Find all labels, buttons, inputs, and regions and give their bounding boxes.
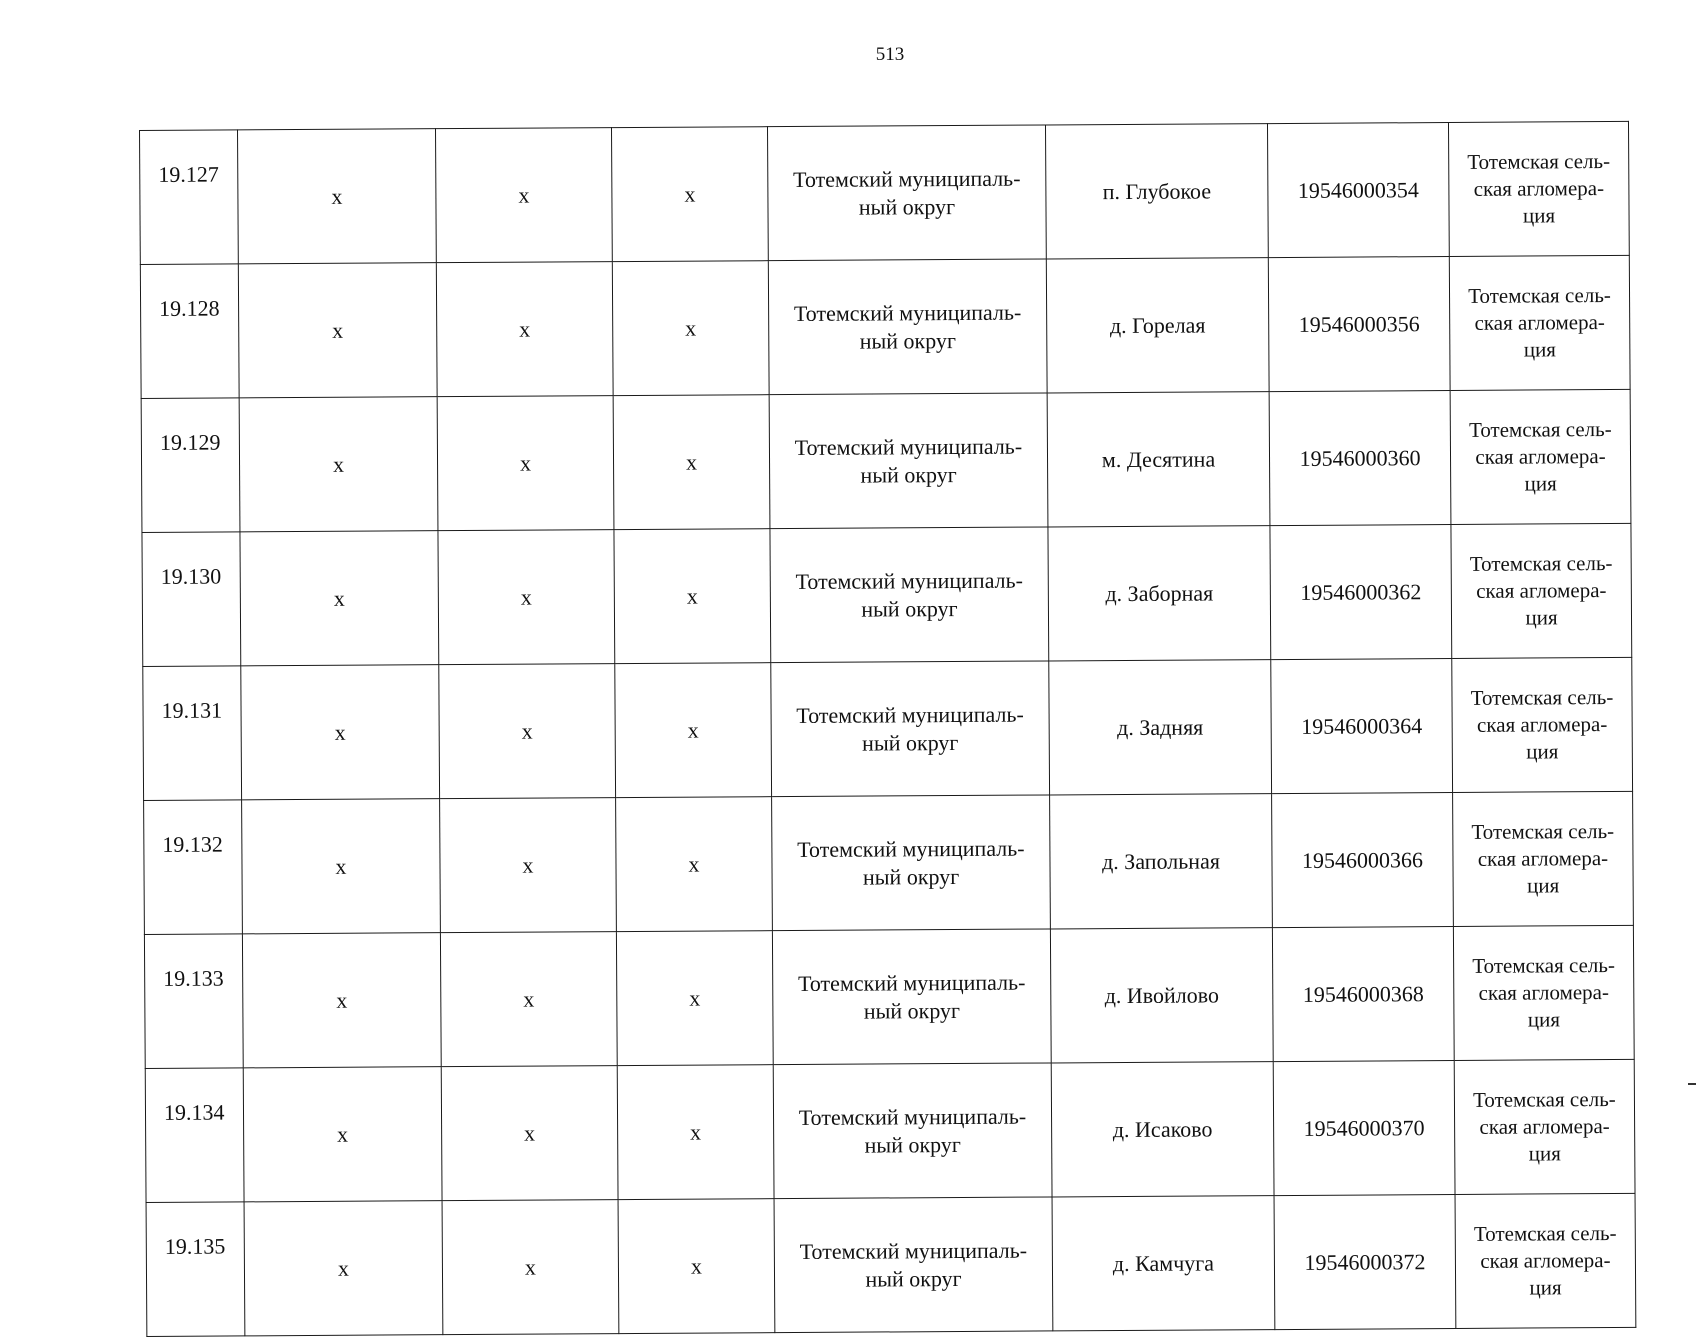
district-cell xyxy=(771,661,1050,797)
district-cell-text: ный округ xyxy=(859,327,956,354)
agglomeration-cell xyxy=(1452,657,1633,792)
oktmo-code-cell-text: 19546000366 xyxy=(1301,846,1424,873)
table-row xyxy=(142,523,1632,666)
x-mark-cell xyxy=(440,932,617,1067)
oktmo-code-cell xyxy=(1268,256,1450,391)
oktmo-code-cell-text: 19546000370 xyxy=(1303,1114,1425,1141)
table-row xyxy=(144,925,1634,1068)
agglomeration-cell-text: Тотемская сель- xyxy=(1473,1086,1616,1112)
x-mark-cell-text: x xyxy=(519,450,532,476)
oktmo-code-cell xyxy=(1267,123,1449,258)
x-mark-cell-text: x xyxy=(337,1255,350,1281)
row-number-cell-text: 19.134 xyxy=(163,1099,225,1125)
x-mark-cell-text: x xyxy=(685,449,698,475)
district-cell-text: ный округ xyxy=(858,193,956,220)
agglomeration-cell-text: Тотемская сель- xyxy=(1470,685,1614,710)
x-mark-cell-text: x xyxy=(518,182,530,208)
locality-cell-text: п. Глубокое xyxy=(1102,177,1212,204)
district-cell-text: ный округ xyxy=(860,461,957,488)
agglomeration-cell-text: ция xyxy=(1527,1007,1561,1032)
district-cell xyxy=(770,527,1049,663)
locality-cell-text: д. Исаково xyxy=(1112,1115,1213,1142)
agglomeration-cell-text: ская агломера- xyxy=(1478,980,1610,1005)
district-cell-text: Тотемский муниципаль- xyxy=(794,433,1023,460)
x-mark-cell-text: x xyxy=(689,985,701,1011)
row-number-cell xyxy=(145,1068,244,1203)
x-mark-cell xyxy=(437,396,614,531)
oktmo-code-cell-text: 19546000362 xyxy=(1300,578,1422,605)
x-mark-cell-text: x xyxy=(524,1254,537,1280)
district-cell-text: ный округ xyxy=(864,1131,961,1158)
table-row xyxy=(144,791,1634,934)
locality-cell xyxy=(1046,258,1269,393)
locality-cell xyxy=(1045,124,1268,259)
locality-cell-text: д. Ивойлово xyxy=(1104,981,1220,1008)
agglomeration-cell-text: ция xyxy=(1522,203,1556,228)
row-number-cell xyxy=(143,666,242,801)
x-mark-cell xyxy=(238,129,437,264)
agglomeration-cell-text: ская агломера- xyxy=(1480,1248,1611,1273)
agglomeration-cell-text: ская агломера- xyxy=(1477,846,1609,871)
agglomeration-cell xyxy=(1450,389,1631,524)
agglomeration-cell-text: ская агломера- xyxy=(1473,176,1605,201)
locality-cell-text: д. Запольная xyxy=(1101,847,1220,874)
row-number-cell xyxy=(140,264,239,399)
row-number-cell xyxy=(144,800,243,935)
x-mark-cell xyxy=(611,127,768,262)
row-number-cell xyxy=(141,398,240,533)
row-number-cell-text: 19.130 xyxy=(160,563,222,589)
agglomeration-cell-text: Тотемская сель- xyxy=(1473,1220,1617,1246)
row-number-cell xyxy=(146,1202,245,1337)
oktmo-code-cell-text: 19546000368 xyxy=(1302,980,1424,1007)
row-number-cell-text: 19.131 xyxy=(161,697,223,723)
district-cell-text: Тотемский муниципаль- xyxy=(793,299,1022,326)
locality-cell-text: д. Заборная xyxy=(1105,579,1214,606)
table-row xyxy=(146,1193,1636,1336)
row-number-cell-text: 19.133 xyxy=(163,965,224,991)
x-mark-cell-text: x xyxy=(332,451,345,477)
agglomeration-cell xyxy=(1451,523,1632,658)
locality-cell-text: д. Камчуга xyxy=(1112,1249,1215,1276)
locality-cell xyxy=(1050,794,1273,929)
x-mark-cell-text: x xyxy=(523,986,535,1012)
x-mark-cell-text: x xyxy=(686,583,698,609)
row-number-cell-text: 19.135 xyxy=(164,1233,226,1259)
x-mark-cell xyxy=(442,1200,619,1335)
x-mark-cell xyxy=(616,931,773,1066)
x-mark-cell xyxy=(616,797,773,932)
x-mark-cell-text: x xyxy=(519,316,531,342)
district-cell xyxy=(767,125,1046,261)
oktmo-code-cell-text: 19546000372 xyxy=(1304,1248,1426,1275)
x-mark-cell xyxy=(440,798,617,933)
oktmo-code-cell xyxy=(1272,792,1454,927)
table-row xyxy=(140,121,1630,264)
x-mark-cell-text: x xyxy=(337,1121,349,1147)
district-cell-text: ный округ xyxy=(863,997,961,1024)
oktmo-code-cell-text: 19546000364 xyxy=(1301,712,1423,739)
table-row xyxy=(140,255,1630,398)
district-cell-text: Тотемский муниципаль- xyxy=(793,165,1021,192)
locality-cell xyxy=(1052,1196,1275,1331)
x-mark-cell-text: x xyxy=(336,987,348,1013)
agglomeration-cell-text: ция xyxy=(1526,873,1560,898)
table-row xyxy=(143,657,1633,800)
x-mark-cell-text: x xyxy=(332,317,344,343)
x-mark-cell xyxy=(242,933,441,1068)
oktmo-code-cell xyxy=(1272,926,1454,1061)
x-mark-cell-text: x xyxy=(684,181,696,207)
x-mark-cell xyxy=(615,663,772,798)
oktmo-code-cell-text: 19546000356 xyxy=(1298,310,1420,337)
district-cell xyxy=(772,929,1051,1065)
x-mark-cell-text: x xyxy=(333,585,345,611)
locality-cell xyxy=(1049,660,1272,795)
table-body xyxy=(140,121,1636,1336)
district-cell-text: Тотемский муниципаль- xyxy=(798,1103,1027,1130)
district-cell-text: Тотемский муниципаль- xyxy=(799,1237,1028,1264)
row-number-cell xyxy=(142,532,241,667)
agglomeration-cell xyxy=(1453,791,1634,926)
agglomeration-cell-text: ция xyxy=(1523,337,1557,362)
agglomeration-cell-text: Тотемская сель- xyxy=(1467,149,1611,174)
row-number-cell-text: 19.129 xyxy=(159,429,221,455)
agglomeration-cell-text: ская агломера- xyxy=(1476,712,1608,737)
x-mark-cell xyxy=(240,531,439,666)
x-mark-cell-text: x xyxy=(331,183,343,209)
agglomeration-cell-text: ская агломера- xyxy=(1474,310,1605,335)
oktmo-code-cell-text: 19546000360 xyxy=(1299,444,1421,471)
agglomeration-cell xyxy=(1449,255,1630,390)
agglomeration-cell-text: Тотемская сель- xyxy=(1469,551,1613,576)
agglomeration-cell-text: Тотемская сель- xyxy=(1468,417,1612,442)
district-cell-text: Тотемский муниципаль- xyxy=(797,969,1026,996)
table-row xyxy=(141,389,1631,532)
oktmo-code-cell xyxy=(1271,658,1453,793)
locality-cell xyxy=(1050,928,1273,1063)
district-cell xyxy=(772,795,1051,931)
district-cell-text: Тотемский муниципаль- xyxy=(796,701,1024,728)
x-mark-cell xyxy=(436,262,613,397)
x-mark-cell-text: x xyxy=(685,315,697,341)
x-mark-cell xyxy=(238,263,437,398)
locality-cell xyxy=(1048,526,1271,661)
x-mark-cell xyxy=(612,261,769,396)
agglomeration-cell-text: ская агломера- xyxy=(1476,578,1607,603)
agglomeration-cell-text: ция xyxy=(1524,471,1557,496)
oktmo-code-cell xyxy=(1273,1060,1455,1195)
district-cell xyxy=(769,393,1048,529)
agglomeration-cell-text: Тотемская сель- xyxy=(1472,952,1616,978)
locality-cell-text: д. Горелая xyxy=(1109,311,1206,338)
x-mark-cell xyxy=(239,397,438,532)
x-mark-cell xyxy=(618,1199,775,1334)
x-mark-cell xyxy=(439,664,616,799)
district-cell-text: ный округ xyxy=(865,1265,962,1292)
agglomeration-cell-text: ция xyxy=(1528,1141,1561,1166)
oktmo-code-cell xyxy=(1270,524,1452,659)
agglomeration-cell xyxy=(1448,121,1629,256)
row-number-cell xyxy=(144,934,243,1069)
oktmo-code-cell xyxy=(1269,390,1451,525)
x-mark-cell xyxy=(241,665,440,800)
x-mark-cell xyxy=(613,395,770,530)
row-number-cell-text: 19.127 xyxy=(158,161,219,187)
agglomeration-cell xyxy=(1454,1059,1635,1194)
row-number-cell-text: 19.132 xyxy=(162,831,223,857)
scan-edge-mark xyxy=(1688,1083,1696,1085)
district-cell-text: ный округ xyxy=(862,863,960,890)
agglomeration-cell-text: Тотемская сель- xyxy=(1468,283,1611,308)
district-cell-text: Тотемский муниципаль- xyxy=(795,567,1024,594)
agglomeration-cell-text: ская агломера- xyxy=(1479,1114,1610,1139)
agglomeration-cell xyxy=(1453,925,1634,1060)
x-mark-cell xyxy=(438,530,615,665)
x-mark-cell-text: x xyxy=(688,851,700,877)
x-mark-cell xyxy=(617,1065,774,1200)
x-mark-cell-text: x xyxy=(687,717,699,743)
x-mark-cell-text: x xyxy=(335,853,347,879)
locality-cell-text: д. Задняя xyxy=(1116,714,1204,740)
agglomeration-cell-text: ция xyxy=(1526,739,1559,764)
x-mark-cell xyxy=(614,529,771,664)
table-row xyxy=(145,1059,1635,1202)
x-mark-cell xyxy=(244,1201,443,1336)
row-number-cell xyxy=(140,130,239,265)
x-mark-cell-text: x xyxy=(524,1120,536,1146)
x-mark-cell-text: x xyxy=(334,719,346,745)
agglomeration-cell-text: Тотемская сель- xyxy=(1471,819,1615,844)
settlements-table xyxy=(139,121,1636,1337)
x-mark-cell-text: x xyxy=(690,1119,702,1145)
district-cell xyxy=(768,259,1047,395)
x-mark-cell-text: x xyxy=(520,584,532,610)
x-mark-cell-text: x xyxy=(521,718,533,744)
district-cell xyxy=(774,1197,1053,1333)
x-mark-cell-text: x xyxy=(522,852,534,878)
district-cell-text: ный округ xyxy=(862,729,959,756)
agglomeration-cell-text: ция xyxy=(1529,1275,1562,1300)
district-cell-text: ный округ xyxy=(861,595,958,622)
locality-cell xyxy=(1051,1062,1274,1197)
x-mark-cell-text: x xyxy=(690,1253,703,1279)
agglomeration-cell xyxy=(1455,1193,1636,1328)
district-cell xyxy=(773,1063,1052,1199)
page-number: 513 xyxy=(875,44,905,65)
district-cell-text: Тотемский муниципаль- xyxy=(797,835,1025,862)
oktmo-code-cell xyxy=(1274,1194,1456,1329)
x-mark-cell xyxy=(243,1067,442,1202)
x-mark-cell xyxy=(441,1066,618,1201)
x-mark-cell xyxy=(242,799,441,934)
x-mark-cell xyxy=(435,128,612,263)
oktmo-code-cell-text: 19546000354 xyxy=(1297,176,1419,203)
row-number-cell-text: 19.128 xyxy=(159,295,220,321)
locality-cell xyxy=(1047,392,1270,527)
agglomeration-cell-text: ская агломера- xyxy=(1475,444,1606,469)
locality-cell-text: м. Десятина xyxy=(1101,445,1216,472)
agglomeration-cell-text: ция xyxy=(1525,605,1558,630)
